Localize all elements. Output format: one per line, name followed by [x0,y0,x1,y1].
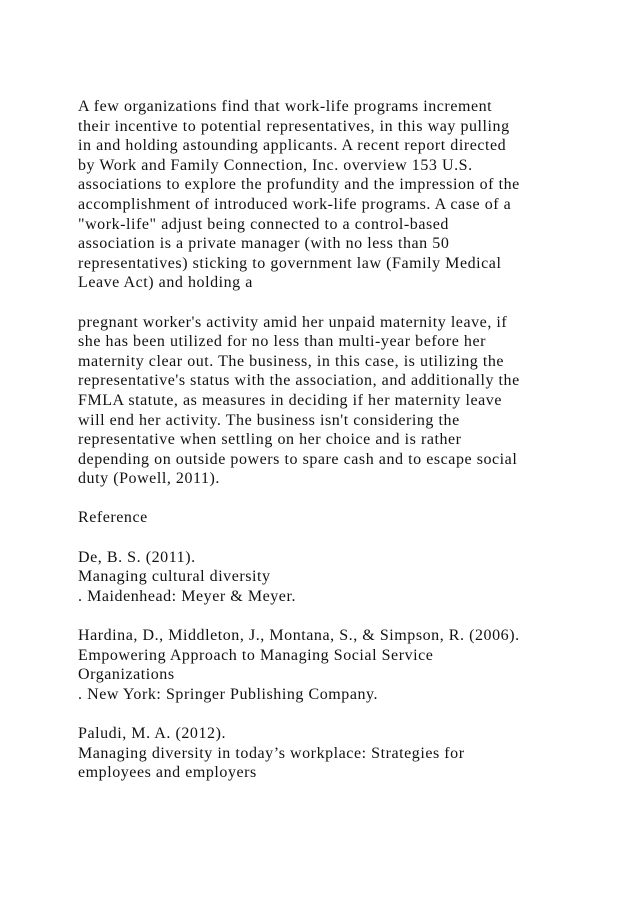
reference-author: Hardina, D., Middleton, J., Montana, S., & Simpson, R. (2006). [78,627,520,645]
text-line: their incentive to potential representatives, in this way pulling [78,117,510,135]
text-line: depending on outside powers to spare cash and to escape social [78,450,518,468]
reference-title: Managing diversity in today’s workplace: Strategies for [78,744,465,762]
reference-author: Paludi, M. A. (2012). [78,725,226,742]
text-line: Leave Act) and holding a [78,274,253,292]
text-line: A few organizations find that work-life programs increment [78,98,493,115]
reference-title: Empowering Approach to Managing Social Service [78,646,434,664]
text-line: by Work and Family Connection, Inc. overview 153 U.S. [78,156,473,174]
text-line: associations to explore the profundity and the impression of the [78,176,520,194]
text-line: "work-life" adjust being connected to a control-based [78,215,449,233]
reference-entry [78,626,623,704]
reference-entry [78,548,623,607]
reference-author: De, B. S. (2011). [78,548,196,566]
body-paragraph [78,313,623,489]
document-body [78,97,623,802]
reference-title: Organizations [78,666,175,684]
text-line: representative when settling on her choice and is rather [78,431,462,449]
text-line: accomplishment of introduced work-life programs. A case of a [78,195,512,213]
text-line: FMLA statute, as measures in deciding if her maternity leave [78,391,502,409]
body-paragraph [78,97,623,293]
reference-publisher: . Maidenhead: Meyer & Meyer. [78,587,297,605]
text-line: representatives) sticking to government law (Family Medical [78,254,502,272]
text-line: pregnant worker's activity amid her unpaid maternity leave, if [78,313,508,331]
reference-heading-text: Reference [78,509,148,527]
reference-entry [78,724,623,783]
reference-title: employees and employers [78,764,257,782]
text-line: she has been utilized for no less than multi-year before her [78,333,486,351]
reference-publisher: . New York: Springer Publishing Company. [78,685,379,703]
text-line: duty (Powell, 2011). [78,470,220,488]
text-line: maternity clear out. The business, in this case, is utilizing the [78,352,505,370]
reference-heading [78,508,623,528]
reference-title: Managing cultural diversity [78,568,271,586]
text-line: will end her activity. The business isn't considering the [78,411,460,429]
text-line: in and holding astounding applicants. A recent report directed [78,137,507,155]
text-line: association is a private manager (with no less than 50 [78,235,450,253]
text-line: representative's status with the association, and additionally the [78,372,520,390]
